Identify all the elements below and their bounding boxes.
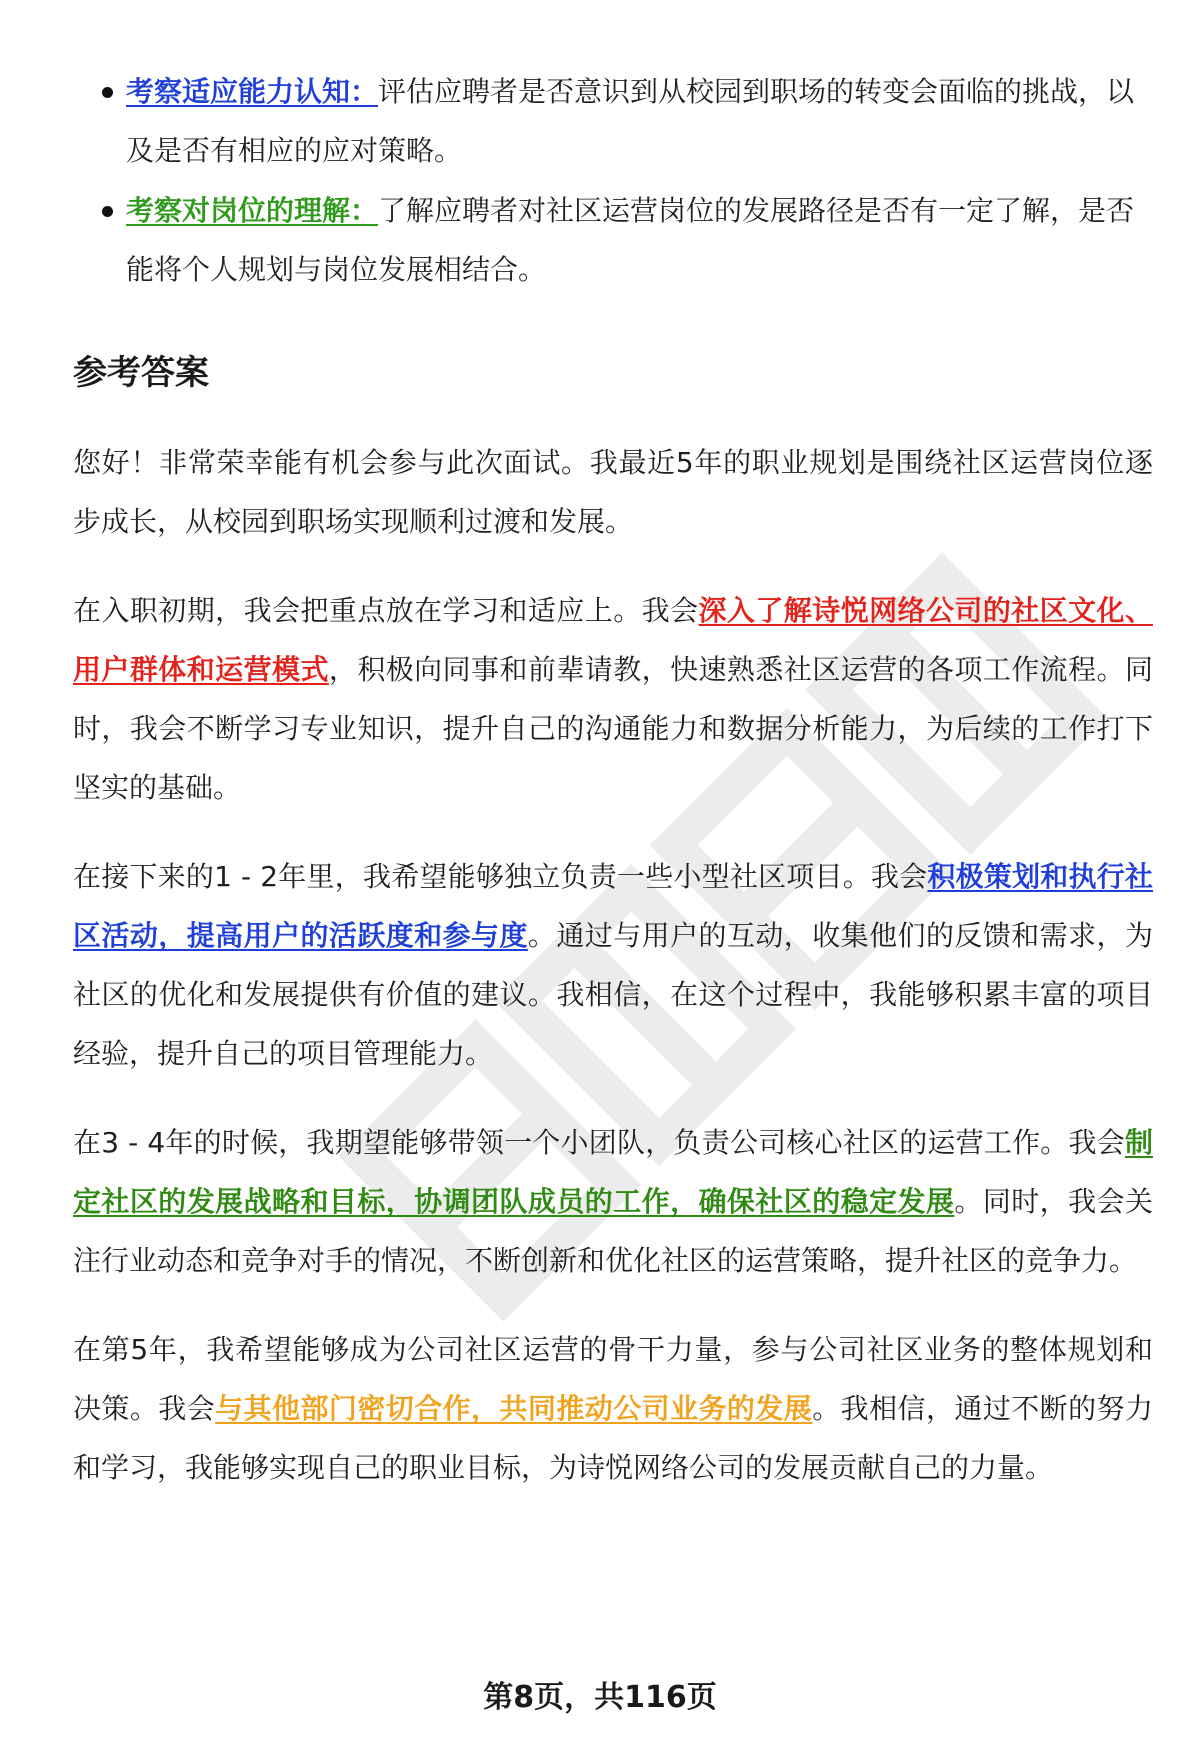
page-number-footer: 第8页，共116页 [483,1680,717,1715]
bullet-dot-icon [102,87,113,98]
answer-paragraph-3-4-years [73,1113,1153,1290]
paragraph-text: 。我相信，通过不断的努力和学习，我能够实现自己的职业目标，为诗悦网络公司的发展贡献自己的力量。 [73,1392,1153,1484]
highlight-text: 与其他部门密切合作，共同推动公司业务的发展 [215,1392,813,1425]
answer-paragraph-5th-year [73,1320,1153,1497]
paragraph-text: 您好！非常荣幸能有机会参与此次面试。我最近5年的职业规划是围绕社区运营岗位逐步成长，从校园到职场实现顺利过渡和发展。 [73,446,1153,538]
bullet-text: 了解应聘者对社区运营岗位的发展路径是否有一定了解，是否能将个人规划与岗位发展相结合。 [126,194,1135,286]
paragraph-text: 在第5年，我希望能够成为公司社区运营的骨干力量，参与公司社区业务的整体规划和决策。我会 [73,1333,1153,1425]
paragraph-text: 。同时，我会关注行业动态和竞争对手的情况，不断创新和优化社区的运营策略，提升社区的竞争力。 [73,1185,1153,1277]
evaluation-points-list [73,62,1153,299]
bullet-dot-icon [102,206,113,217]
answer-paragraph-1-2-years [73,847,1153,1083]
highlight-text: 制定社区的发展战略和目标，协调团队成员的工作，确保社区的稳定发展 [73,1126,1153,1218]
paragraph-text: 在入职初期，我会把重点放在学习和适应上。我会 [73,594,699,627]
paragraph-text: 在3 - 4年的时候，我期望能够带领一个小团队，负责公司核心社区的运营工作。我会 [73,1126,1125,1159]
bullet-text: 评估应聘者是否意识到从校园到职场的转变会面临的挑战，以及是否有相应的应对策略。 [126,75,1135,167]
answer-paragraph-intro [73,433,1153,551]
section-title: 参考答案 [73,353,209,393]
document-page [73,62,1153,1527]
paragraph-text: 。通过与用户的互动，收集他们的反馈和需求，为社区的优化和发展提供有价值的建议。我相信，在这个过程中，我能够积累丰富的项目经验，提升自己的项目管理能力。 [73,919,1153,1070]
highlight-text: 积极策划和执行社区活动，提高用户的活跃度和参与度 [73,860,1153,952]
bullet-item-adaptability [73,62,1153,180]
bullet-label: 考察对岗位的理解： [126,194,379,227]
paragraph-text: 在接下来的1 - 2年里，我希望能够独立负责一些小型社区项目。我会 [73,860,928,893]
highlight-text: 深入了解诗悦网络公司的社区文化、用户群体和运营模式 [73,594,1153,686]
paragraph-text: ，积极向同事和前辈请教，快速熟悉社区运营的各项工作流程。同时，我会不断学习专业知识，提升自己的沟通能力和数据分析能力，为后续的工作打下坚实的基础。 [73,653,1153,804]
answer-paragraph-initial-stage [73,581,1153,817]
bullet-item-role-understanding [73,181,1153,299]
bullet-label: 考察适应能力认知： [126,75,379,108]
